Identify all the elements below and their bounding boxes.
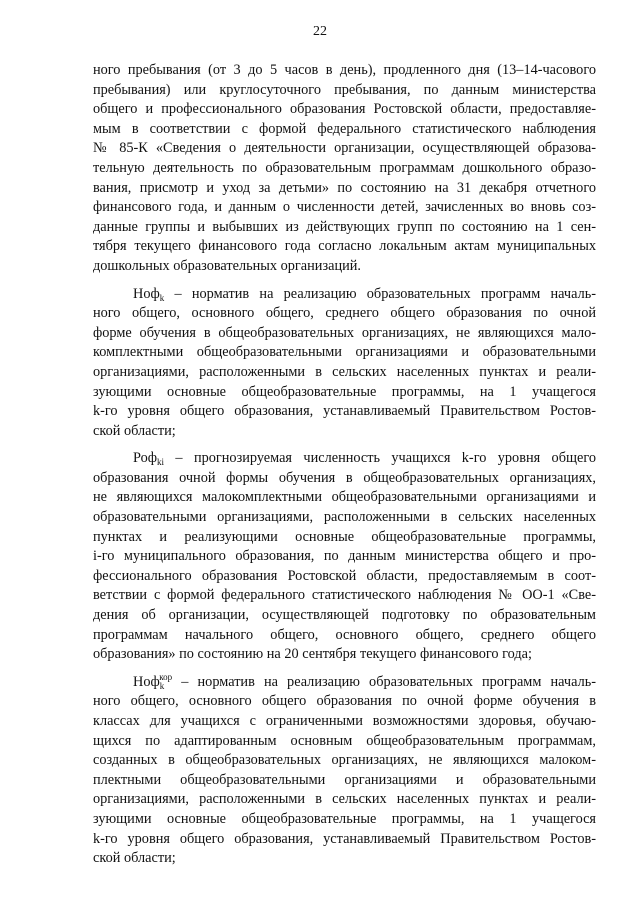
text-line: организациями, расположенными в сельских населенных пунктах и реали- <box>93 363 596 380</box>
paragraph-3 <box>93 449 596 665</box>
text-line: Роф$_{ki}$ – прогнозируемая численность учащихся k-го уровня общего <box>133 450 596 468</box>
formula-symbol: Роф$_{ki}$ <box>133 450 165 468</box>
text-line: зующими основные общеобразовательные программы, на 1 учащегося <box>93 383 596 400</box>
text-line: тельную деятельность по образовательным программам дошкольного образо- <box>93 159 596 176</box>
text-line: ного общего, основного общего, среднего общего образования по очной <box>93 305 596 322</box>
text-line: пребывания) или круглосуточного пребывания, по данным министерства <box>93 81 596 98</box>
text-line: k-го уровня общего образования, устанавливаемый Правительством Ростов- <box>93 403 596 420</box>
text-line: ской области; <box>93 850 176 867</box>
text-line: организациями, расположенными в сельских населенных пунктах и реали- <box>93 791 596 808</box>
text-line: финансового года, и данным о численности детей, зачисленных во вновь соз- <box>93 199 596 216</box>
text-line: классах для учащихся с ограниченными возможностями здоровья, обучаю- <box>93 713 596 729</box>
text-line: мым в соответствии с формой федерального статистического наблюдения <box>93 120 596 137</box>
text-line: ветствии с формой федерального статистического наблюдения № ОО-1 «Све- <box>93 587 596 604</box>
text-line: тября текущего финансового года согласно локальным актам муниципальных <box>93 238 596 255</box>
text-line: образовательными организациями, расположенными в сельских населенных <box>93 509 596 526</box>
text-line: фессионального образования Ростовской области, предоставляемым в соот- <box>93 567 596 584</box>
text-line: общего и профессионального образования Ростовской области, предоставляе- <box>93 101 596 118</box>
text-line: ного общего, основного общего образования по очной форме обучения в <box>93 693 596 710</box>
paragraph-4 <box>93 673 596 869</box>
formula-symbol: Ноф$_k$ <box>133 285 165 303</box>
text-line: i-го муниципального образования, по данным министерства общего и про- <box>93 548 596 565</box>
text-line: дошкольных образовательных организаций. <box>93 257 361 274</box>
text-line: данные группы и выбывших из действующих групп по состоянию на 1 сен- <box>93 218 596 235</box>
symbol-subscript: k <box>159 292 165 303</box>
text-line: дения об организации, осуществляющей подготовку по образовательным <box>93 607 596 624</box>
text-line: ской области; <box>93 422 176 439</box>
text-line: образования» по состоянию на 20 сентября текущего финансового года; <box>93 646 532 663</box>
formula-symbol: Ноф$_k^{кор}$ <box>133 671 173 691</box>
text-line: форме обучения в общеобразовательных организациях, не являющихся мало- <box>93 324 596 341</box>
text-line: программам начального общего, основного общего, среднего общего <box>93 626 596 643</box>
symbol-superscript: кор <box>159 671 173 682</box>
paragraph-1 <box>93 61 596 277</box>
symbol-subscript: k <box>159 680 165 691</box>
symbol-subscript: ki <box>157 457 165 468</box>
text-line: пунктах и реализующими основные общеобразовательные программы, <box>93 528 596 545</box>
paragraph-2 <box>93 285 596 442</box>
text-line: № 85-К «Сведения о деятельности организации, осуществляющей образова- <box>93 140 596 157</box>
text-line: образования очной формы обучения в общеобразовательных организациях, <box>93 469 596 486</box>
text-line: Ноф$_k$ – норматив на реализацию образовательных программ началь- <box>133 285 596 303</box>
document-body <box>93 61 596 869</box>
text-line: не являющихся малокомплектными общеобразовательными организациями и <box>93 489 596 506</box>
text-line: ного пребывания (от 3 до 5 часов в день), продленного дня (13–14-часового <box>93 62 596 78</box>
text-line: комплектными общеобразовательными организациями и образовательными <box>93 344 596 361</box>
text-line: плектными общеобразовательными организациями и образовательными <box>93 771 596 788</box>
page-number: 22 <box>313 24 327 39</box>
text-line: k-го уровня общего образования, устанавливаемый Правительством Ростов- <box>93 830 596 847</box>
text-line: Ноф$_k^{кор}$ – норматив на реализацию образовательных программ началь- <box>133 671 596 691</box>
text-line: зующими основные общеобразовательные программы, на 1 учащегося <box>93 810 596 827</box>
text-line: созданных в общеобразовательных организациях, не являющихся малоком- <box>93 752 596 769</box>
text-line: вания, присмотр и уход за детьми» по состоянию на 31 декабря отчетного <box>93 179 596 196</box>
text-line: щихся по адаптированным основным общеобразовательным программам, <box>93 732 596 749</box>
